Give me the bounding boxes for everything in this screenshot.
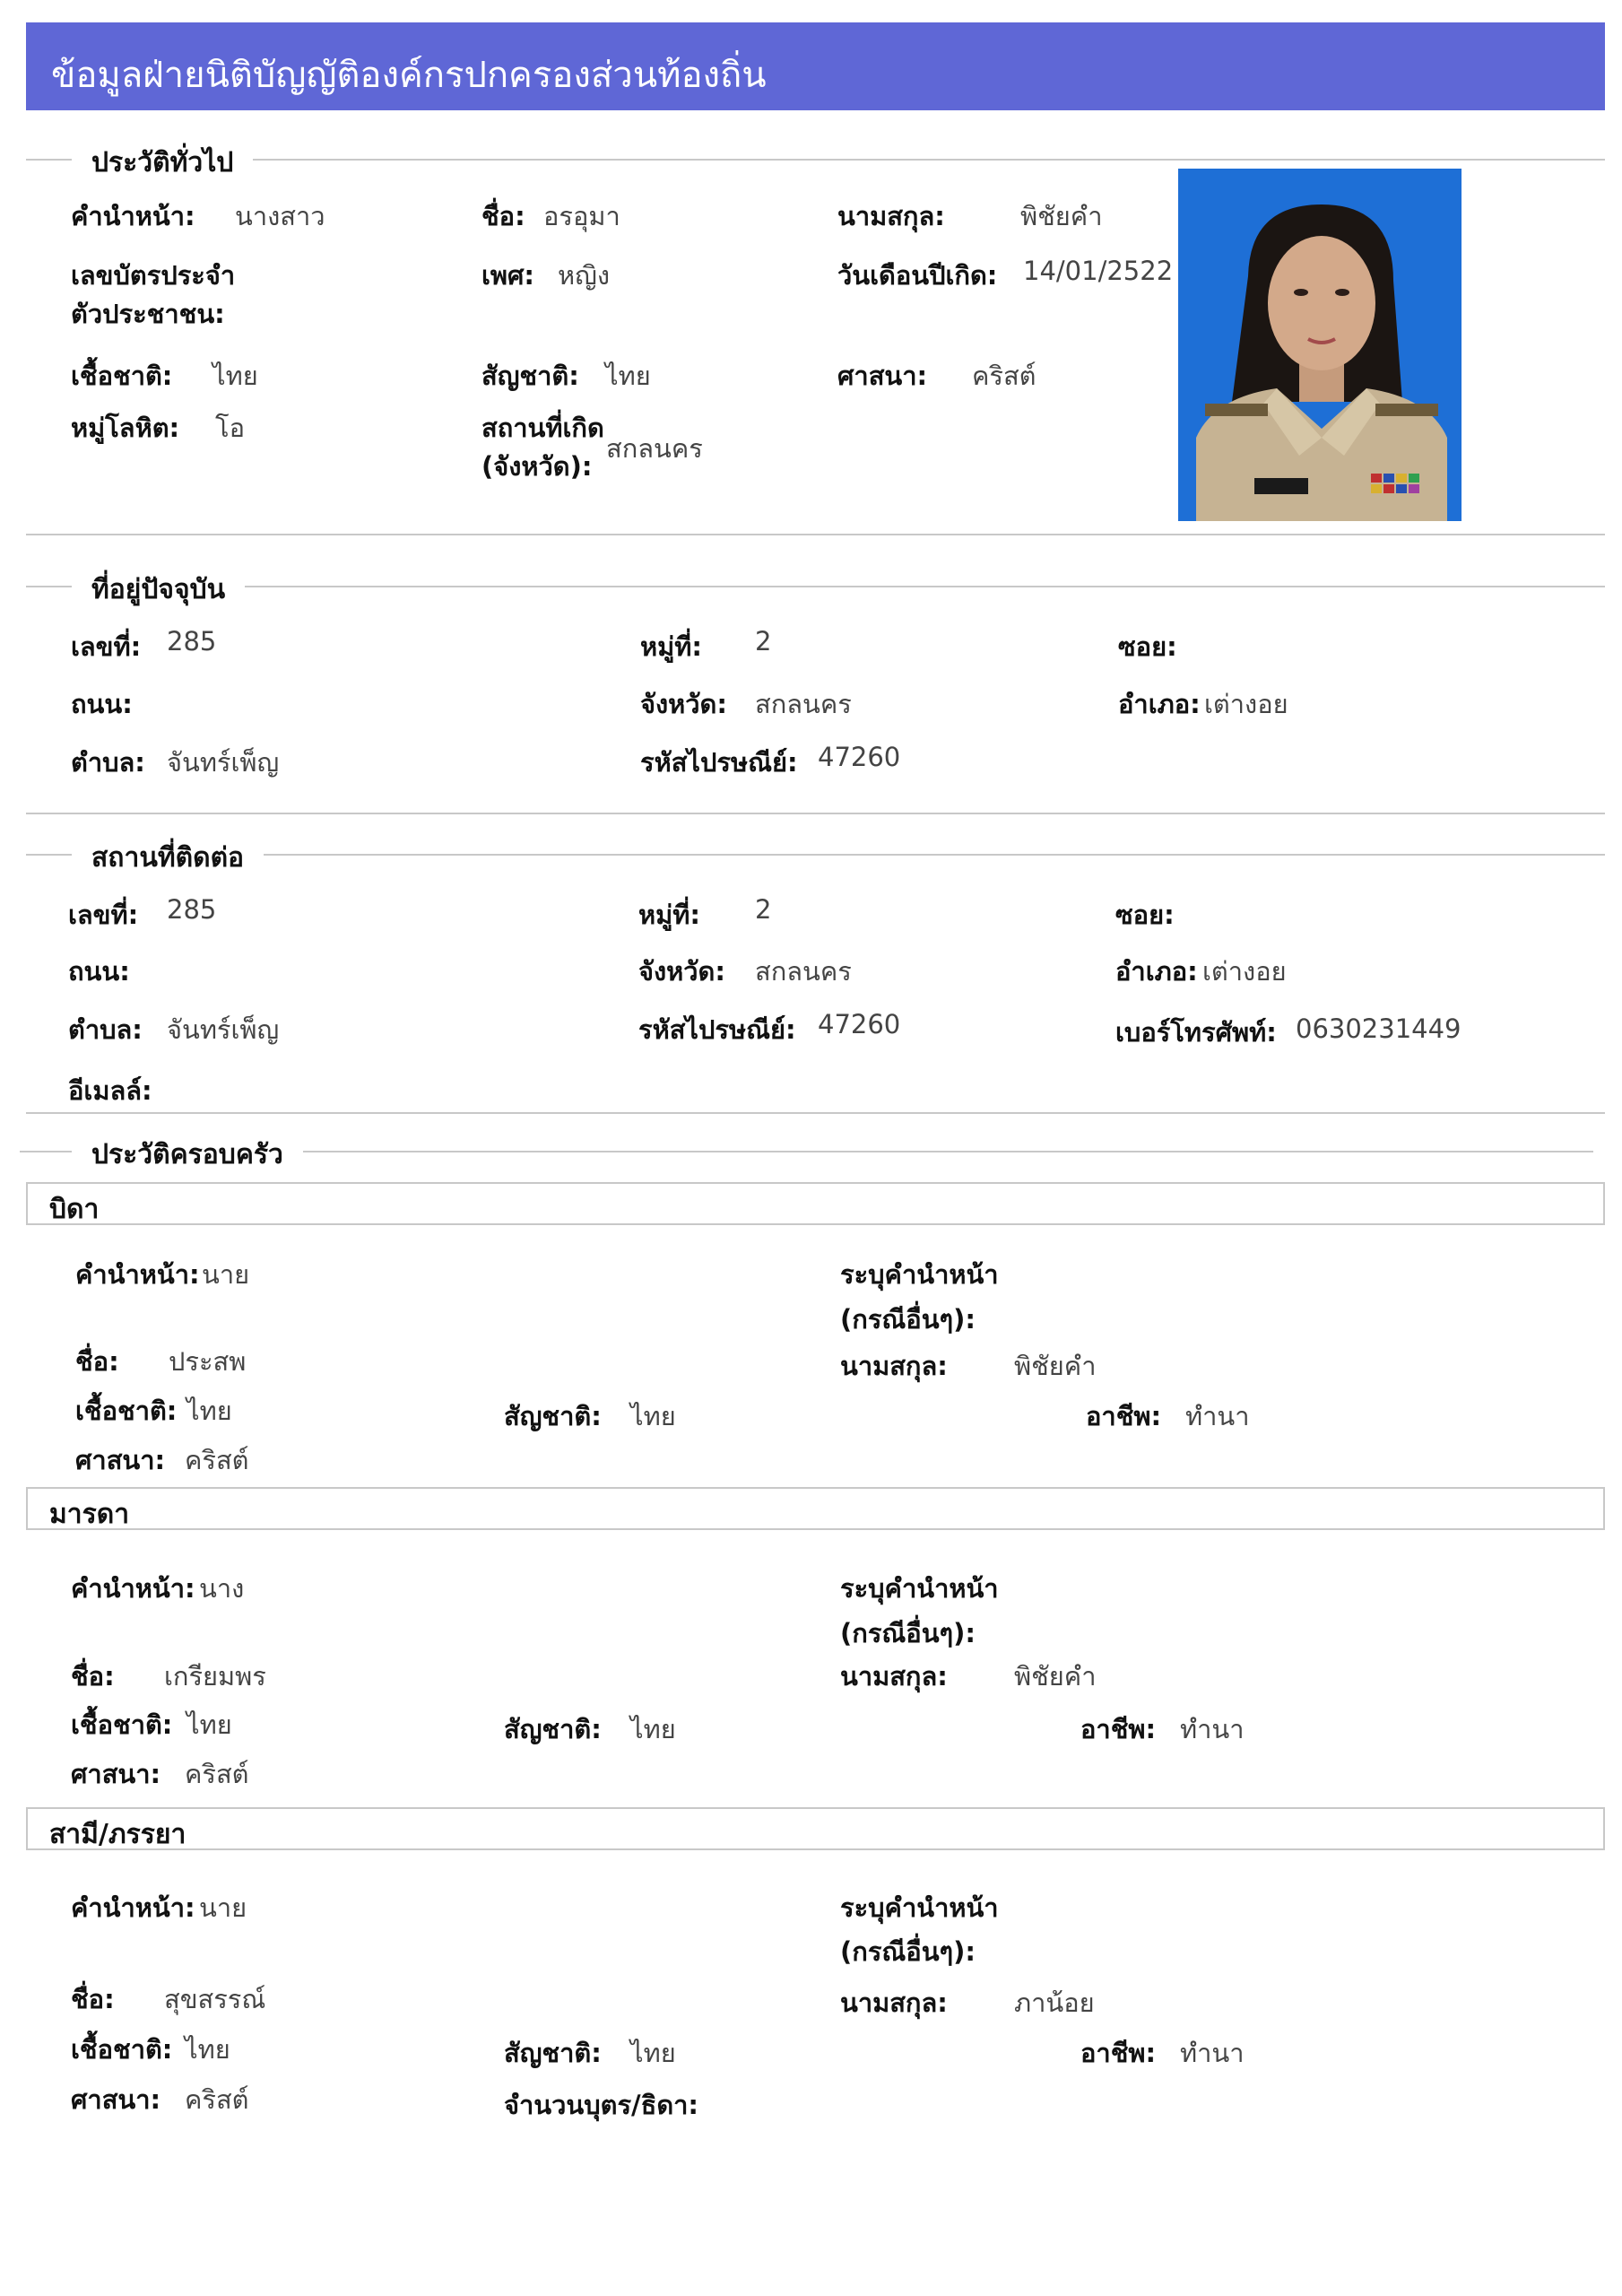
contact-province-value: สกลนคร	[755, 956, 852, 987]
father-prefix-value: นาย	[202, 1259, 250, 1290]
prefix-label: คำนำหน้า:	[71, 201, 195, 231]
mother-subsection-title: มารดา	[49, 1499, 130, 1530]
spouse-prefix-value: นาย	[199, 1892, 247, 1923]
father-ethnicity-value: ไทย	[186, 1396, 232, 1426]
mother-prefix-label: คำนำหน้า:	[71, 1573, 195, 1604]
birthdate-value: 14/01/2522	[1023, 256, 1174, 286]
postcode-label: รหัสไปรษณีย์:	[640, 747, 798, 778]
father-religion-value: คริสต์	[185, 1445, 249, 1475]
contact-road-label: ถนน:	[68, 956, 130, 987]
ethnicity-value: ไทย	[213, 361, 258, 391]
spouse-occupation-value: ทำนา	[1180, 2038, 1245, 2068]
mother-nationality-label: สัญชาติ:	[504, 1714, 602, 1744]
father-nationality-label: สัญชาติ:	[504, 1401, 602, 1431]
section-separator	[26, 813, 1605, 814]
mother-surname-label: นามสกุล:	[840, 1661, 948, 1692]
subdistrict-value: จันทร์เพ็ญ	[167, 747, 280, 778]
soi-label: ซอย:	[1118, 631, 1177, 662]
name-label: ชื่อ:	[481, 201, 525, 231]
blood-group-label: หมู่โลหิต:	[71, 413, 180, 443]
profile-photo	[1178, 169, 1462, 521]
birthplace-value: สกลนคร	[606, 433, 703, 464]
gender-value: หญิง	[558, 260, 610, 291]
contact-soi-label: ซอย:	[1115, 900, 1175, 930]
mother-ethnicity-value: ไทย	[186, 1709, 232, 1740]
contact-moo-value: 2	[755, 894, 772, 925]
contact-house-no-value: 285	[167, 894, 217, 925]
father-occupation-value: ทำนา	[1185, 1401, 1250, 1431]
surname-value: พิชัยคำ	[1020, 201, 1103, 231]
father-other-prefix-label: ระบุคำนำหน้า	[840, 1259, 999, 1290]
father-subsection-header	[26, 1182, 1605, 1225]
birthdate-label: วันเดือนปีเกิด:	[837, 260, 998, 291]
contact-subdistrict-label: ตำบล:	[68, 1014, 143, 1045]
father-other-prefix-label-line2: (กรณีอื่นๆ):	[840, 1304, 976, 1335]
page-title: ข้อมูลฝ่ายนิติบัญญัติองค์กรปกครองส่วนท้องถิ่น	[51, 55, 767, 96]
section-title-family: ประวัติครอบครัว	[72, 1134, 303, 1176]
house-no-value: 285	[167, 626, 217, 657]
prefix-value: นางสาว	[235, 201, 325, 231]
spouse-name-value: สุขสรรณ์	[164, 1984, 266, 2014]
mother-prefix-value: นาง	[199, 1573, 245, 1604]
father-nationality-value: ไทย	[630, 1401, 676, 1431]
mother-ethnicity-label: เชื้อชาติ:	[71, 1709, 173, 1740]
spouse-ethnicity-value: ไทย	[185, 2034, 230, 2065]
spouse-subsection-header	[26, 1807, 1605, 1850]
father-occupation-label: อาชีพ:	[1086, 1401, 1162, 1431]
mother-occupation-value: ทำนา	[1180, 1714, 1245, 1744]
postcode-value: 47260	[818, 742, 901, 772]
section-title-contact-address: สถานที่ติดต่อ	[72, 837, 264, 879]
mother-nationality-value: ไทย	[630, 1714, 676, 1744]
contact-subdistrict-value: จันทร์เพ็ญ	[167, 1014, 280, 1045]
moo-label: หมู่ที่:	[640, 631, 702, 662]
contact-moo-label: หมู่ที่:	[638, 900, 700, 930]
contact-postcode-value: 47260	[818, 1009, 901, 1039]
mother-subsection-header	[26, 1487, 1605, 1530]
subdistrict-label: ตำบล:	[71, 747, 145, 778]
father-prefix-label: คำนำหน้า:	[75, 1259, 200, 1290]
section-divider	[26, 159, 1605, 161]
spouse-religion-value: คริสต์	[185, 2084, 249, 2115]
gender-label: เพศ:	[481, 260, 535, 291]
id-card-label: เลขบัตรประจำ	[71, 260, 236, 291]
mother-name-label: ชื่อ:	[71, 1661, 115, 1692]
father-name-label: ชื่อ:	[75, 1346, 119, 1377]
spouse-other-prefix-label: ระบุคำนำหน้า	[840, 1892, 999, 1923]
section-title-general: ประวัติทั่วไป	[72, 142, 253, 184]
birthplace-label-line2: (จังหวัด):	[481, 451, 593, 482]
blood-group-value: โอ	[215, 413, 245, 443]
spouse-name-label: ชื่อ:	[71, 1984, 115, 2014]
district-label: อำเภอ:	[1118, 689, 1201, 719]
nationality-value: ไทย	[605, 361, 651, 391]
section-divider	[26, 586, 1605, 587]
birthplace-label: สถานที่เกิด	[481, 413, 604, 443]
nationality-label: สัญชาติ:	[481, 361, 579, 391]
page-header	[26, 22, 1605, 110]
mother-occupation-label: อาชีพ:	[1080, 1714, 1157, 1744]
section-separator	[26, 1112, 1605, 1114]
contact-house-no-label: เลขที่:	[68, 900, 139, 930]
spouse-nationality-label: สัญชาติ:	[504, 2038, 602, 2068]
mother-other-prefix-label: ระบุคำนำหน้า	[840, 1573, 999, 1604]
contact-postcode-label: รหัสไปรษณีย์:	[638, 1014, 796, 1045]
district-value: เต่างอย	[1204, 689, 1288, 719]
spouse-occupation-label: อาชีพ:	[1080, 2038, 1157, 2068]
spouse-subsection-title: สามี/ภรรยา	[49, 1819, 186, 1850]
section-separator	[26, 534, 1605, 535]
mother-religion-label: ศาสนา:	[71, 1759, 161, 1789]
id-card-label-line2: ตัวประชาชน:	[71, 299, 225, 329]
spouse-surname-label: นามสกุล:	[840, 1987, 948, 2018]
spouse-religion-label: ศาสนา:	[71, 2084, 161, 2115]
religion-label: ศาสนา:	[837, 361, 928, 391]
surname-label: นามสกุล:	[837, 201, 945, 231]
religion-value: คริสต์	[972, 361, 1037, 391]
name-value: อรอุมา	[543, 201, 620, 231]
spouse-nationality-value: ไทย	[630, 2038, 676, 2068]
spouse-other-prefix-label-line2: (กรณีอื่นๆ):	[840, 1936, 976, 1967]
mother-name-value: เกรียมพร	[164, 1661, 266, 1692]
spouse-surname-value: ภาน้อย	[1014, 1987, 1095, 2018]
contact-district-label: อำเภอ:	[1115, 956, 1198, 987]
house-no-label: เลขที่:	[71, 631, 142, 662]
spouse-ethnicity-label: เชื้อชาติ:	[71, 2034, 173, 2065]
phone-value: 0630231449	[1296, 1013, 1462, 1044]
moo-value: 2	[755, 626, 772, 657]
phone-label: เบอร์โทรศัพท์:	[1115, 1017, 1277, 1048]
contact-district-value: เต่างอย	[1202, 956, 1287, 987]
province-value: สกลนคร	[755, 689, 852, 719]
father-subsection-title: บิดา	[49, 1194, 100, 1225]
father-religion-label: ศาสนา:	[75, 1445, 166, 1475]
father-surname-label: นามสกุล:	[840, 1351, 948, 1381]
road-label: ถนน:	[71, 689, 133, 719]
spouse-prefix-label: คำนำหน้า:	[71, 1892, 195, 1923]
mother-other-prefix-label-line2: (กรณีอื่นๆ):	[840, 1618, 976, 1648]
contact-province-label: จังหวัด:	[638, 956, 725, 987]
mother-religion-value: คริสต์	[185, 1759, 249, 1789]
mother-surname-value: พิชัยคำ	[1014, 1661, 1097, 1692]
father-name-value: ประสพ	[169, 1346, 247, 1377]
father-surname-value: พิชัยคำ	[1014, 1351, 1097, 1381]
ethnicity-label: เชื้อชาติ:	[71, 361, 173, 391]
section-title-current-address: ที่อยู่ปัจจุบัน	[72, 569, 245, 611]
province-label: จังหวัด:	[640, 689, 727, 719]
father-ethnicity-label: เชื้อชาติ:	[75, 1396, 178, 1426]
email-label: อีเมลล์:	[68, 1075, 152, 1106]
children-count-label: จำนวนบุตร/ธิดา:	[504, 2090, 699, 2120]
